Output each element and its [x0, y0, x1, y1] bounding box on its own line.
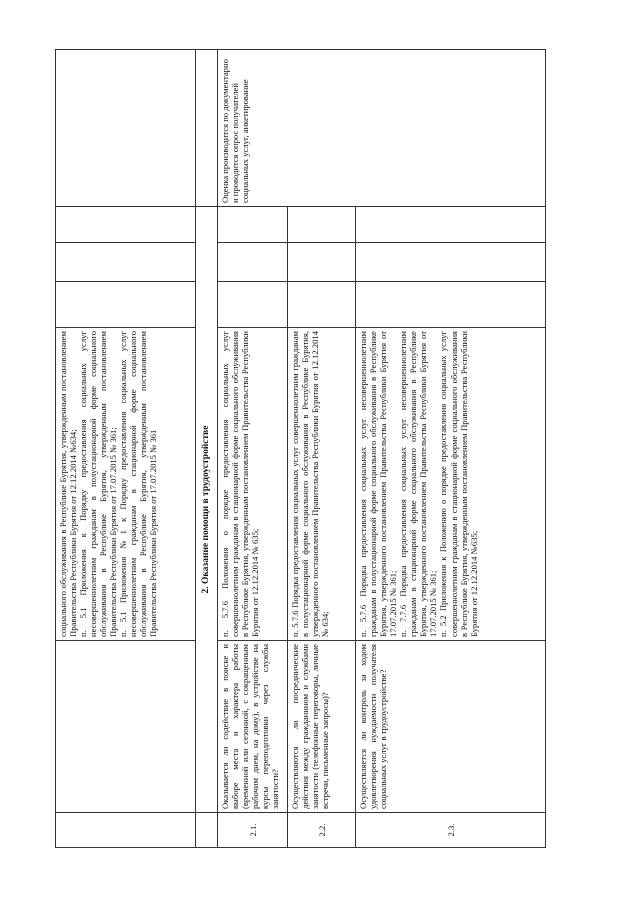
cell-question: Осуществляется ли контроль за ходом удовлетворения нуждаемости получателя социальных услуг в трудоустройстве?: [356, 641, 546, 813]
cell-yes: [356, 282, 546, 328]
section-spacer-cell: [196, 813, 218, 848]
norm-paragraph: п. 5.1 Приложения №1 к Порядку предоставления социальных услуг несовершеннолетним гражданам в стационарной форме социального обслуживания в Республике Бурятия, утвержденным постановлением Правительства Республики Бурятия от 17.07.2015 № 361: [118, 331, 159, 637]
checklist-table: [55, 49, 546, 848]
cell-normative-acts: [288, 328, 356, 641]
norm-paragraph: п. 5.7.6 Положения о порядке предоставления социальных услуг совершеннолетним гражданам в стационарной форме социального обслуживания в Республике Бурятия, утвержденным постановлением Правительства Республики Бурятия от 12.12.2014 № 635;: [220, 331, 261, 637]
cell-yes: [218, 282, 288, 328]
norm-paragraph: п. 5.2 Приложения к Положению о порядке предоставления социальных услуг совершеннолетним гражданам в стационарной форме социального обслуживания в Республике Бурятия, утвержденным постановлением Правительства Республики Бурятия от 12.12.2014 №635;: [438, 331, 479, 637]
section-title: 2. Оказание помощи в трудоустройстве: [196, 207, 218, 813]
cell-na: [56, 207, 196, 243]
section-spacer-cell: [196, 50, 218, 207]
cell-yes: [288, 282, 356, 328]
cell-no: [56, 243, 196, 282]
rotated-table-wrapper: [55, 50, 583, 848]
norm-paragraph: п. 7.7.6 Порядка предоставления социальных услуг несовершеннолетним гражданам в стационарной форме социального обслуживания в Республике Бурятия, утвержденного постановлением Правительства Республики Бурятия от 17.07.2015 № 361;: [398, 331, 439, 637]
cell-na: [288, 207, 356, 243]
table-row: [218, 50, 288, 848]
cell-na: [218, 207, 288, 243]
cell-number: 2.3.: [356, 813, 546, 848]
cell-na: [356, 207, 546, 243]
cell-number: 2.1.: [218, 813, 288, 848]
norm-paragraph: социального обслуживания в Республике Бурятия, утвержденным постановлением Правительства Республики Бурятия от 12.12.2014 №634;: [58, 331, 79, 637]
cell-no: [356, 243, 546, 282]
cell-normative-acts: [356, 328, 546, 641]
table-row: [56, 50, 196, 848]
norm-paragraph: п. 5.7.6 Порядка предоставления социальных услуг несовершеннолетним гражданам в полустационарной форме социального обслуживания в Республике Бурятия, утвержденного постановлением Правительства Республики Бурятия от 17.07.2015 № 361;: [358, 331, 399, 637]
cell-normative-acts: [218, 328, 288, 641]
cell-comment: [56, 50, 196, 207]
cell-yes: [56, 282, 196, 328]
cell-question: Оказывается ли содействие в поиске и выборе места и характера работы (временной или сезонной, с сокращенным рабочим днем, на дому), в устройстве на курсы переподготовки через службы занятости?: [218, 641, 288, 813]
cell-assessment-method: Оценка производится по документарно и проводится опрос получателей социальных услуг, анкетирование: [218, 50, 546, 207]
cell-normative-acts: [56, 328, 196, 641]
cell-number: 2.2.: [288, 813, 356, 848]
norm-paragraph: п. 5.7.6 Порядка предоставления социальных услуг совершеннолетним гражданам в полустационарной форме социального обслуживания в Республике Бурятия, утвержденного постановлением Правительства Республики Бурятия от 12.12.2014 № 634;: [290, 331, 331, 637]
section-row: [196, 50, 218, 848]
cell-no: [218, 243, 288, 282]
norm-paragraph: п. 5.1 Приложения к Порядку предоставления социальных услуг несовершеннолетним гражданам в полустационарной форме социального обслуживания в Республике Бурятия, утвержденным постановлением Правительства Республики Бурятия от 17.07.2015 № 361;: [78, 331, 119, 637]
cell-number: [56, 813, 196, 848]
cell-question: Осуществляются ли посреднические действия между гражданином и службами занятости (телефонные переговоры, личные встречи, письменные запросы)?: [288, 641, 356, 813]
cell-no: [288, 243, 356, 282]
cell-question: [56, 641, 196, 813]
